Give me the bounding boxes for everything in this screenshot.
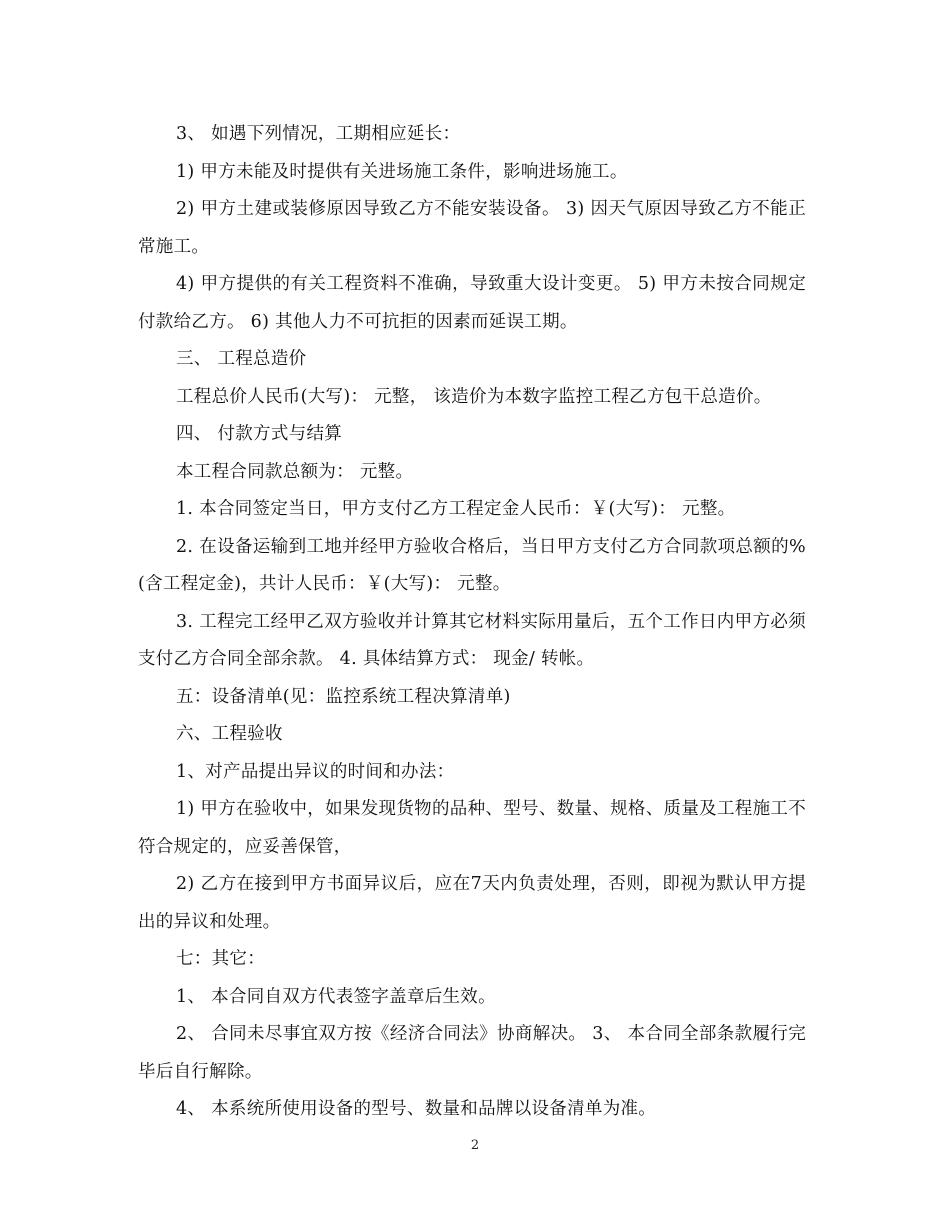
paragraph-extension-item-4-6: 4) 甲方提供的有关工程资料不准确，导致重大设计变更。 5) 甲方未按合同规定付款给乙方。 6) 其他人力不可抗拒的因素而延误工期。 bbox=[138, 274, 806, 332]
paragraph-payment-3-4: 3. 工程完工经甲乙双方验收并计算其它材料实际用量后，五个工作日内甲方必须支付乙方合同全部余款。 4. 具体结算方式： 现金/ 转帐。 bbox=[138, 611, 806, 669]
paragraph-contract-total: 本工程合同款总额为： 元整。 bbox=[176, 461, 414, 482]
paragraph-extension-heading: 3、 如遇下列情况，工期相应延长： bbox=[176, 124, 461, 144]
paragraph-other-4: 4、 本系统所使用设备的型号、数量和品牌以设备清单为准。 bbox=[176, 1099, 657, 1119]
section-heading-payment: 四、 付款方式与结算 bbox=[176, 424, 343, 444]
paragraph-extension-item-2-3: 2) 甲方土建或装修原因导致乙方不能安装设备。 3) 因天气原因导致乙方不能正常施工。 bbox=[138, 199, 806, 257]
section-heading-equipment-list: 五：设备清单(见：监控系统工程决算清单) bbox=[176, 686, 511, 707]
paragraph-objection-item-2: 2) 乙方在接到甲方书面异议后，应在7天内负责处理，否则，即视为默认甲方提出的异议和处理。 bbox=[138, 874, 806, 932]
paragraph-payment-1: 1. 本合同签定当日，甲方支付乙方工程定金人民币：￥(大写)： 元整。 bbox=[176, 499, 736, 519]
paragraph-extension-item-1: 1) 甲方未能及时提供有关进场施工条件，影响进场施工。 bbox=[176, 161, 628, 182]
paragraph-other-2-3: 2、 合同未尽事宜双方按《经济合同法》协商解决。 3、 本合同全部条款履行完毕后自行解除。 bbox=[138, 1024, 806, 1082]
section-heading-total-cost: 三、 工程总造价 bbox=[176, 349, 307, 369]
document-body bbox=[138, 116, 806, 1129]
paragraph-payment-2: 2. 在设备运输到工地并经甲方验收合格后，当日甲方支付乙方合同款项总额的%(含工程定金)，共计人民币：￥(大写)： 元整。 bbox=[138, 536, 806, 594]
paragraph-objection-heading: 1、对产品提出异议的时间和办法： bbox=[176, 761, 455, 782]
paragraph-other-1: 1、 本合同自双方代表签字盖章后生效。 bbox=[176, 986, 496, 1007]
paragraph-total-cost: 工程总价人民币(大写)： 元整， 该造价为本数字监控工程乙方包干总造价。 bbox=[176, 386, 772, 407]
section-heading-other: 七：其它： bbox=[176, 949, 265, 969]
section-heading-acceptance: 六、工程验收 bbox=[176, 724, 283, 744]
paragraph-objection-item-1: 1) 甲方在验收中，如果发现货物的品种、型号、数量、规格、质量及工程施工不符合规定的，应妥善保管， bbox=[138, 799, 806, 857]
page-number: 2 bbox=[470, 1138, 480, 1153]
